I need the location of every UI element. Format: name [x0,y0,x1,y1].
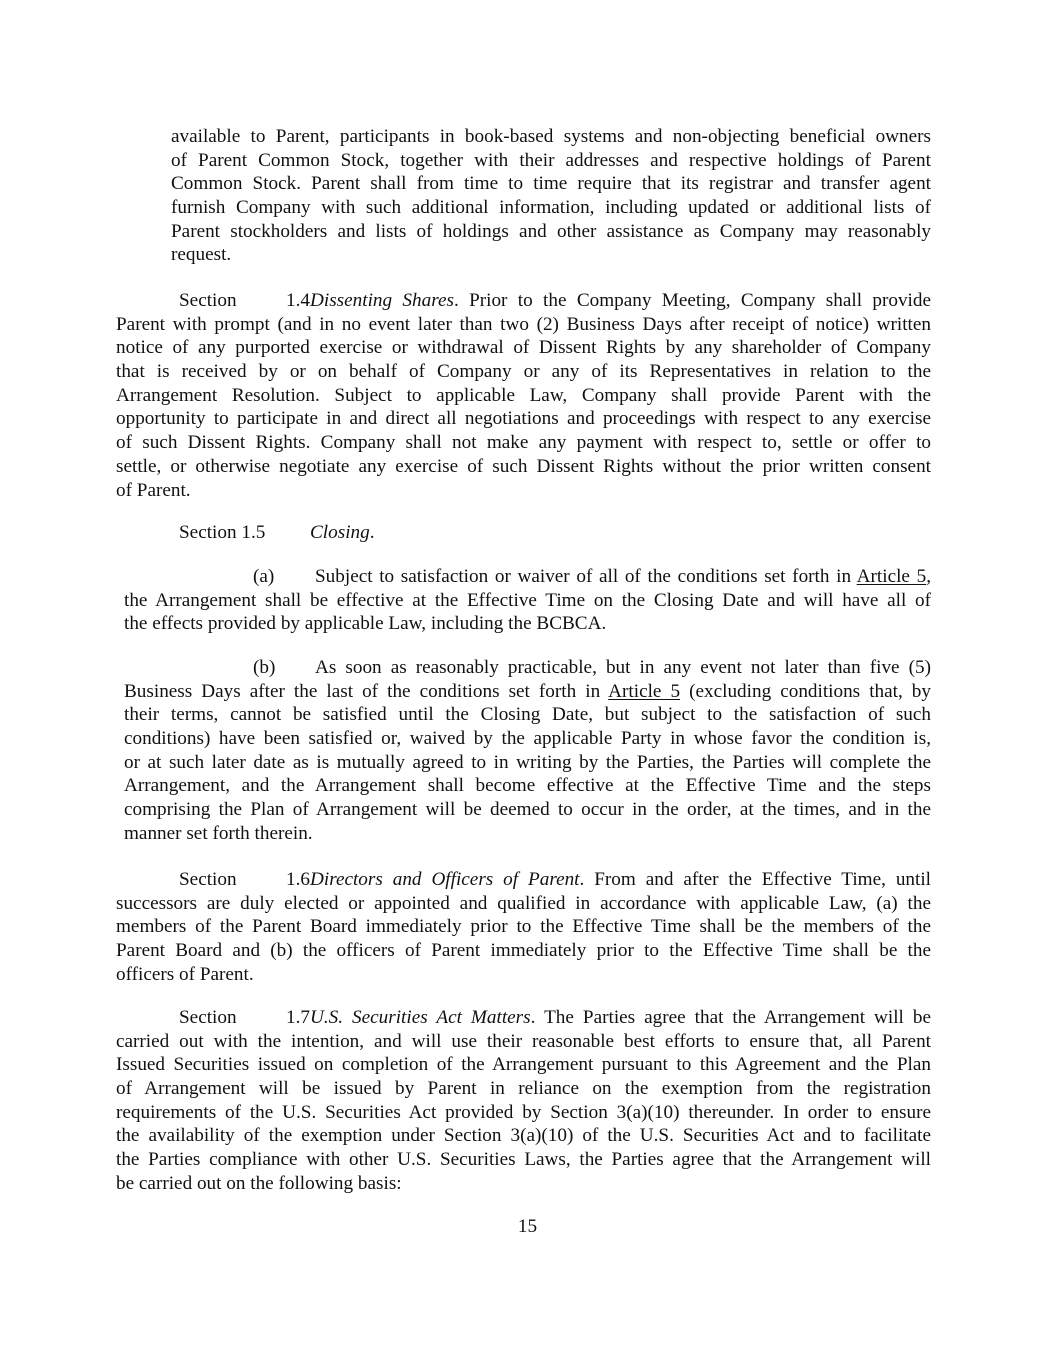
subsection-a [124,565,931,636]
text-line: successors are duly elected or appointed and qualified in accordance with applicable Law, (a) the [116,892,931,914]
text-line: Common Stock. Parent shall from time to time require that its registrar and transfer agent [171,173,931,195]
section-number: Section 1.4 [179,290,310,311]
text-line: the Parties compliance with other U.S. Securities Laws, the Parties agree that the Arrangement will [116,1149,931,1171]
section-number: Section 1.7 [179,1007,310,1028]
text-line: of Parent Common Stock, together with their addresses and respective holdings of Parent [171,149,931,171]
section-number: Section 1.6 [179,869,310,890]
section-1-4 [116,289,931,502]
text-line: be carried out on the following basis: [116,1172,402,1194]
section-title: Dissenting Shares [310,290,454,311]
continuation-paragraph [171,125,931,267]
text-line: Parent Board and (b) the officers of Parent immediately prior to the Effective Time shall be the [116,940,931,962]
text-line: the Arrangement shall be effective at the Effective Time on the Closing Date and will have all of [124,589,931,611]
text-run: . [369,522,375,543]
text-line: requirements of the U.S. Securities Act provided by Section 3(a)(10) thereunder. In order to ensure [116,1101,931,1123]
text-line: available to Parent, participants in book-based systems and non-objecting beneficial owners [171,126,931,147]
text-line: that is received by or on behalf of Company or any of its Representatives in relation to the [116,361,931,383]
section-heading-line [116,289,931,313]
text-line: conditions) have been satisfied or, waived by the applicable Party in whose favor the condition is, [124,728,931,750]
text-line: notice of any purported exercise or withdrawal of Dissent Rights by any shareholder of Company [116,337,931,359]
text-line: Parent with prompt (and in no event later than two (2) Business Days after receipt of notice) written [116,313,931,335]
article-5-link[interactable]: Article 5 [608,680,681,702]
subsection-label: (a) [253,566,275,587]
section-title: Directors and Officers of Parent [310,869,580,890]
section-heading-line [116,1006,931,1030]
text-line: Parent stockholders and lists of holdings and other assistance as Company may reasonably [171,220,931,242]
text-line: furnish Company with such additional information, including updated or additional lists of [171,197,931,219]
text-line: comprising the Plan of Arrangement will be deemed to occur in the order, at the times, and in the [124,799,931,821]
subsection-label: (b) [253,657,276,678]
text-line: carried out with the intention, and will use their reasonable best efforts to ensure that, all Parent [116,1030,931,1052]
text-line: Arrangement Resolution. Subject to applicable Law, Company shall provide Parent with the [116,384,931,406]
subsection-b [124,656,931,846]
text-run: Subject to satisfaction or waiver of all of the conditions set forth in [315,566,857,587]
section-1-5-heading [116,521,931,545]
text-line: Arrangement, and the Arrangement shall become effective at the Effective Time and the steps [124,775,931,797]
text-run: Business Days after the last of the conditions set forth in [124,680,609,702]
text-line: the availability of the exemption under Section 3(a)(10) of the U.S. Securities Act and to facilitate [116,1125,931,1147]
section-heading-line [116,521,931,545]
subsection-first-line [124,565,931,589]
section-number: Section 1.5 [179,522,266,543]
section-1-7 [116,1006,931,1196]
section-heading-line [116,868,931,892]
section-1-6 [116,868,931,986]
text-line: opportunity to participate in and direct all negotiations and proceedings with respect to any exercise [116,408,931,430]
text-line: of Arrangement will be issued by Parent in reliance on the exemption from the registration [116,1078,931,1100]
text-run: (excluding conditions that, by [680,680,931,702]
text-line: settle, or otherwise negotiate any exercise of such Dissent Rights without the prior written consent [116,455,931,477]
article-5-link[interactable]: Article 5 [856,566,927,587]
text-run: , [926,566,931,587]
text-line: manner set forth therein. [124,822,313,844]
text-run: . From and after the Effective Time, until [579,869,931,890]
text-line: officers of Parent. [116,963,254,985]
text-line: of such Dissent Rights. Company shall not make any payment with respect to, settle or offer to [116,432,931,454]
text-line: or at such later date as is mutually agreed to in writing by the Parties, the Parties will complete the [124,751,931,773]
text-line: Issued Securities issued on completion of the Arrangement pursuant to this Agreement and the Plan [116,1054,931,1076]
section-title: Closing [310,522,370,543]
text-run: As soon as reasonably practicable, but in any event not later than five (5) [315,657,931,678]
text-line: of Parent. [116,479,191,501]
text-line: their terms, cannot be satisfied until the Closing Date, but subject to the satisfaction of such [124,704,931,726]
text-line: members of the Parent Board immediately prior to the Effective Time shall be the members of the [116,916,931,938]
page-number: 15 [517,1216,538,1237]
text-line: the effects provided by applicable Law, including the BCBCA. [124,613,607,635]
text-run: . The Parties agree that the Arrangement will be [530,1007,931,1028]
subsection-first-line [124,656,931,680]
section-title: U.S. Securities Act Matters [310,1007,531,1028]
text-line: request. [171,244,232,266]
text-line [124,680,931,704]
text-run: . Prior to the Company Meeting, Company shall provide [453,290,931,311]
